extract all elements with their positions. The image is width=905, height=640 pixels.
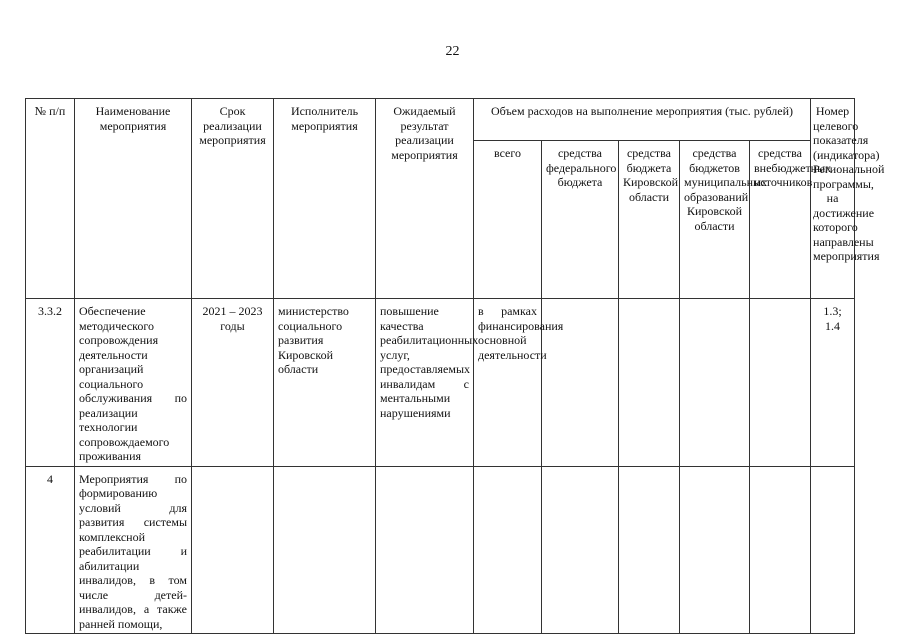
header-name: Наименование мероприятия <box>75 99 192 299</box>
row-period <box>192 466 274 634</box>
row-indicator: 1.3; 1.4 <box>811 299 855 467</box>
header-federal: средства федерального бюджета <box>542 141 619 299</box>
row-kirov-budget <box>619 466 680 634</box>
row-num: 3.3.2 <box>26 299 75 467</box>
row-federal <box>542 466 619 634</box>
row-extra <box>750 299 811 467</box>
row-municipal <box>680 466 750 634</box>
header-row-1 <box>26 99 855 141</box>
header-num: № п/п <box>26 99 75 299</box>
row-name: Мероприятия по формированию условий для развития системы комплексной реабилитации и абилитации инвалидов, в том числе детей-инвалидов, а также ранней помощи, <box>75 466 192 634</box>
header-kirov-budget: средства бюджета Кировской области <box>619 141 680 299</box>
row-executor <box>274 466 376 634</box>
header-indicator: Номер целевого показателя (индикатора) Региональной программы, на достижение которого направлены мероприятия <box>811 99 855 299</box>
header-executor: Исполнитель мероприятия <box>274 99 376 299</box>
row-total <box>474 466 542 634</box>
row-name: Обеспечение методического сопровождения деятельности организаций социального обслуживания по реализации технологии сопровождаемого проживания <box>75 299 192 467</box>
measures-table <box>25 98 885 634</box>
header-result: Ожидаемый результат реализации мероприятия <box>376 99 474 299</box>
row-municipal <box>680 299 750 467</box>
row-period: 2021 – 2023 годы <box>192 299 274 467</box>
row-result <box>376 466 474 634</box>
row-num: 4 <box>26 466 75 634</box>
row-executor: министерство социального развития Кировской области <box>274 299 376 467</box>
table-row <box>26 299 855 467</box>
header-period: Срок реализации мероприятия <box>192 99 274 299</box>
row-result: повышение качества реабилитационных услуг, предоставляемых инвалидам с ментальными нарушениями <box>376 299 474 467</box>
page-number: 22 <box>445 44 460 59</box>
row-indicator <box>811 466 855 634</box>
table-row <box>26 466 855 634</box>
row-extra <box>750 466 811 634</box>
row-total: в рамках финансирования основной деятельности <box>474 299 542 467</box>
header-expenses: Объем расходов на выполнение мероприятия (тыс. рублей) <box>474 99 811 141</box>
row-kirov-budget <box>619 299 680 467</box>
header-extra: средства внебюджетных источников <box>750 141 811 299</box>
header-total: всего <box>474 141 542 299</box>
header-municipal: средства бюджетов муниципальных образований Кировской области <box>680 141 750 299</box>
